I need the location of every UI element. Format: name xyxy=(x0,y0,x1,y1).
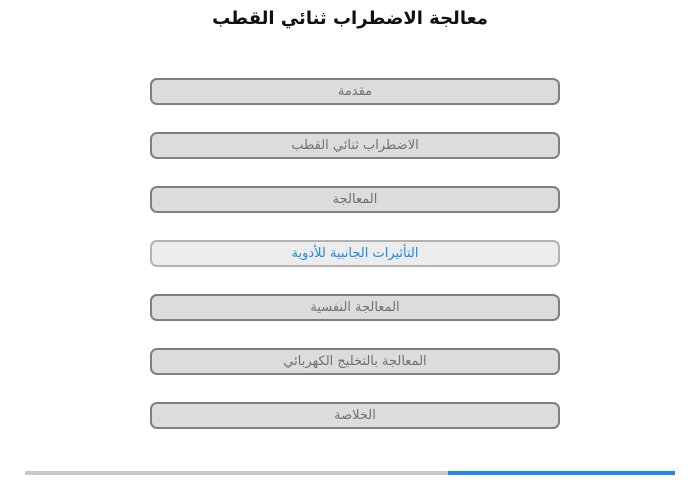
menu-button-bipolar-disorder[interactable]: الاضطراب ثنائي القطب xyxy=(150,132,560,159)
menu-button-electroconvulsive-therapy[interactable]: المعالجة بالتخليج الكهربائي xyxy=(150,348,560,375)
page-title: معالجة الاضطراب ثنائي القطب xyxy=(212,8,488,29)
progress-bar xyxy=(25,471,675,475)
menu-button-introduction[interactable]: مقدمة xyxy=(150,78,560,105)
menu xyxy=(150,78,560,456)
menu-button-summary[interactable]: الخلاصة xyxy=(150,402,560,429)
menu-button-treatment[interactable]: المعالجة xyxy=(150,186,560,213)
menu-button-psychotherapy[interactable]: المعالجة النفسية xyxy=(150,294,560,321)
menu-button-drug-side-effects[interactable]: التأثيرات الجانبية للأدوية xyxy=(150,240,560,267)
progress-bar-fill xyxy=(448,471,676,475)
